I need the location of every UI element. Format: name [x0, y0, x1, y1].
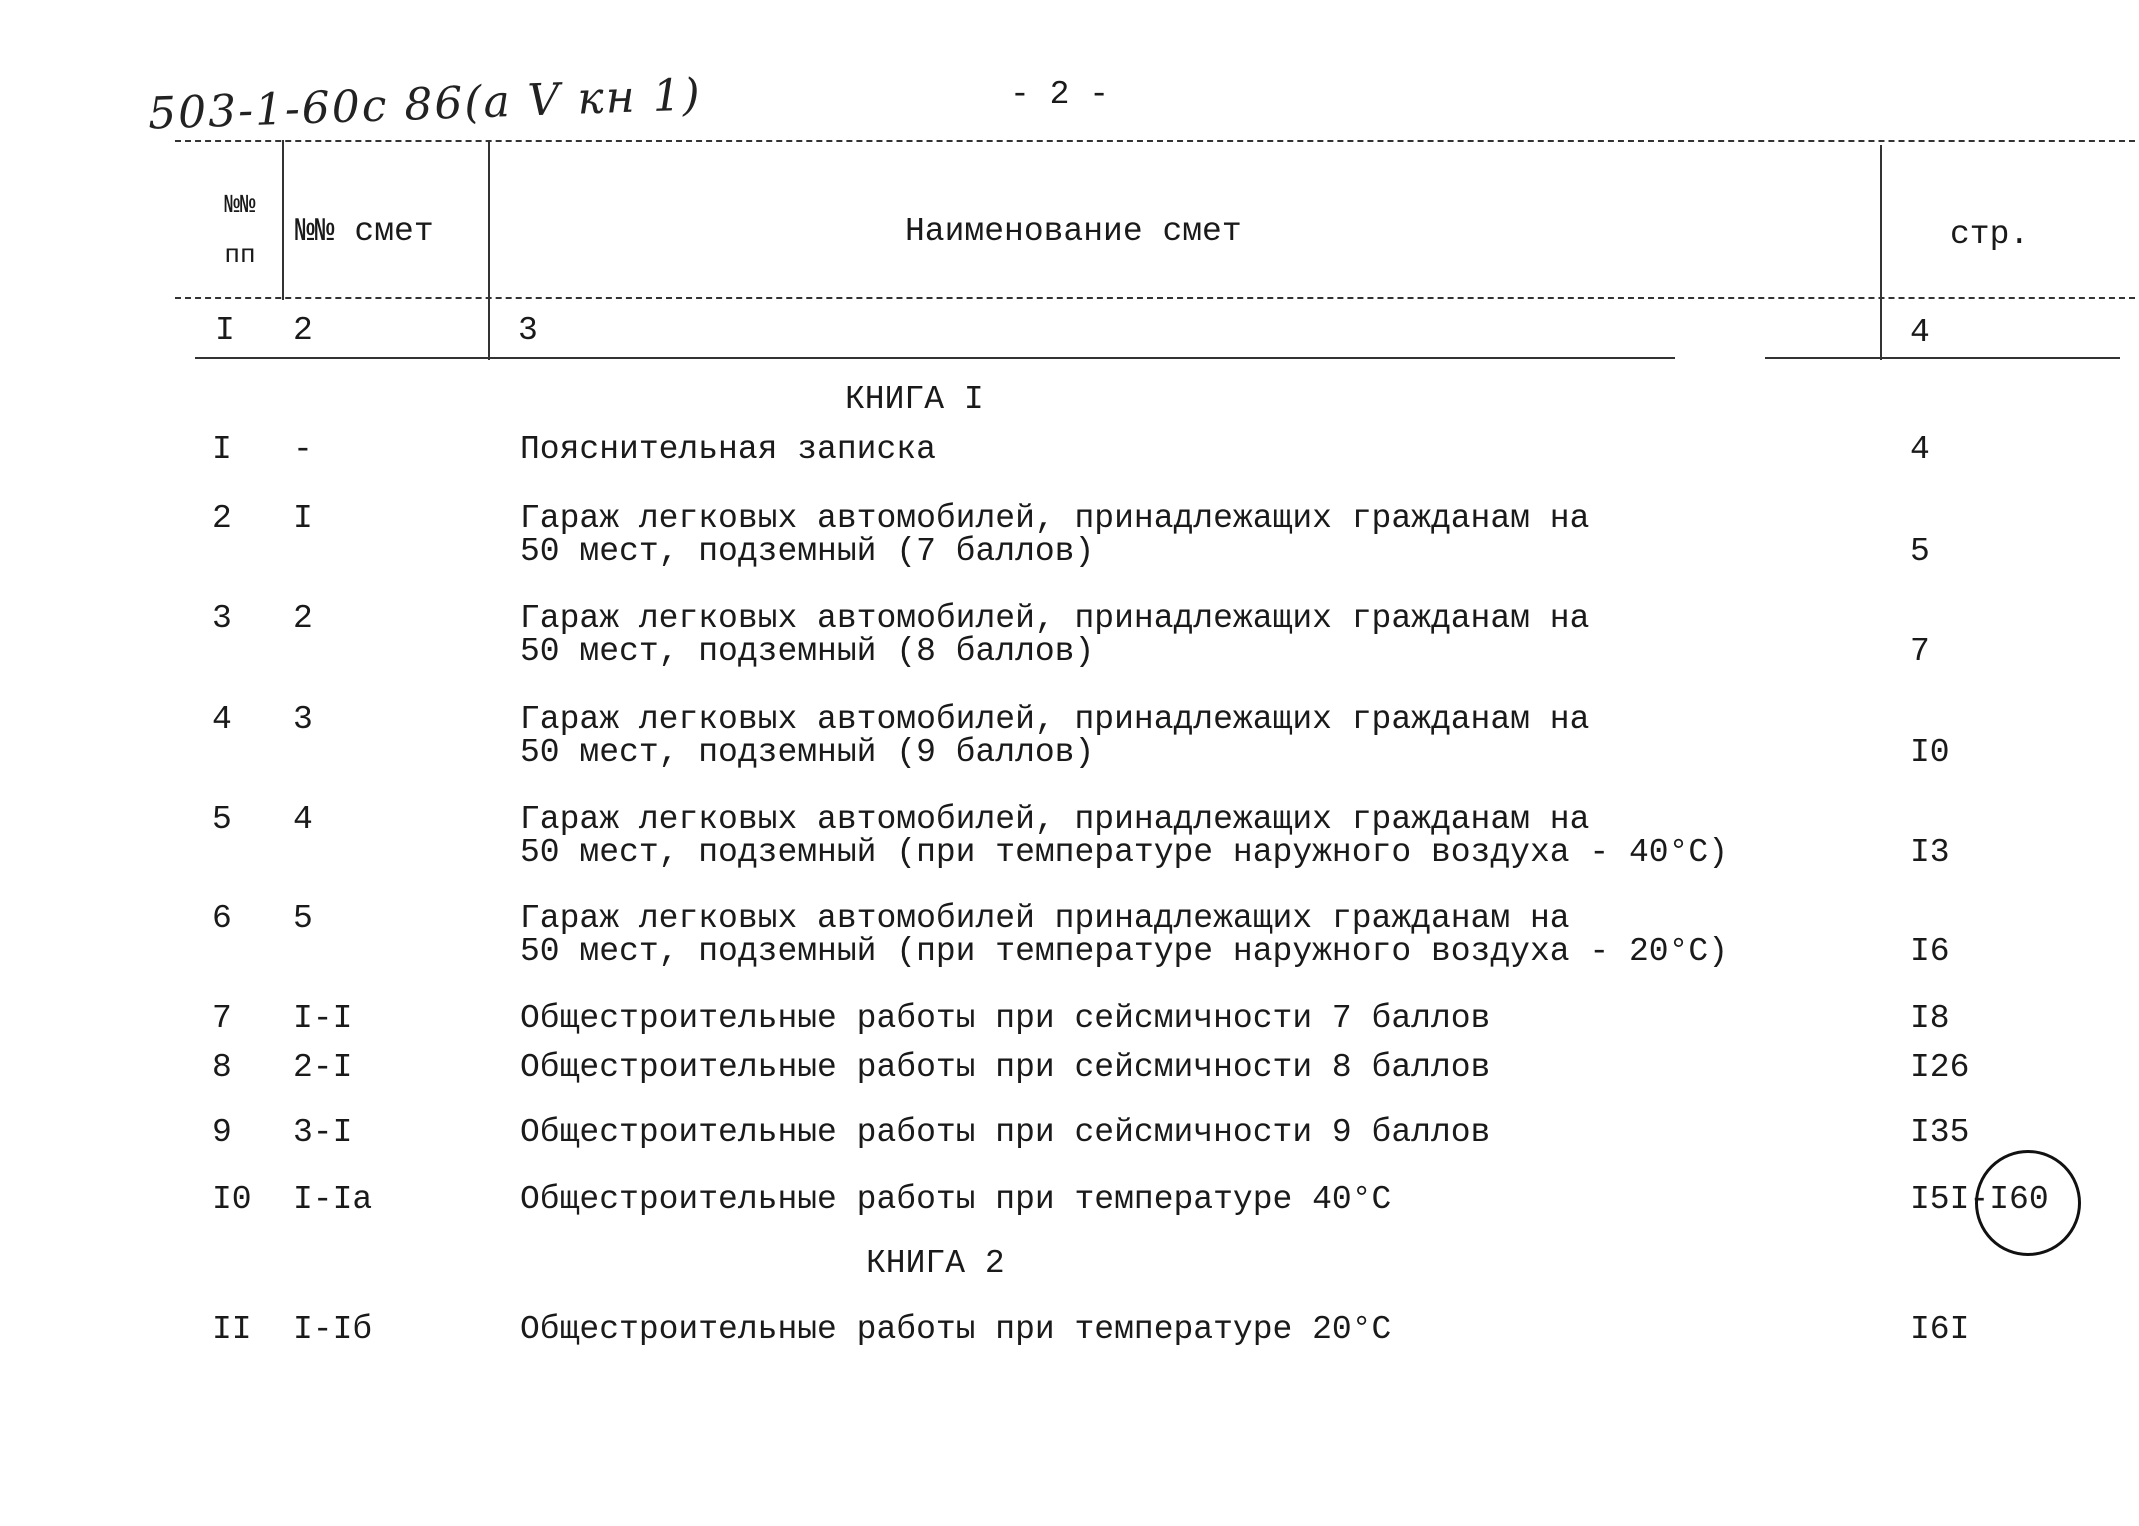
book1-title: КНИГА I — [845, 381, 984, 418]
row-number: II — [212, 1311, 252, 1348]
handwritten-code: 503-1-60c 86(a V кн 1) — [147, 69, 703, 140]
row-number: I0 — [212, 1181, 252, 1218]
row-page: 7 — [1910, 633, 1930, 670]
header-col-estimate: №№ смет — [295, 213, 434, 250]
row-name: Общестроительные работы при сейсмичности 8 баллов — [520, 1049, 1491, 1086]
row-number: 5 — [212, 801, 232, 838]
row-page: I3 — [1910, 834, 1950, 871]
column-number: 3 — [518, 312, 538, 349]
row-name: Гараж легковых автомобилей, принадлежащих гражданам на — [520, 600, 1590, 637]
numbers-row-line-right — [1765, 357, 2120, 359]
row-name: Общестроительные работы при температуре 20°С — [520, 1311, 1392, 1348]
column-divider — [1880, 145, 1882, 360]
row-name-continued: 50 мест, подземный (при температуре наружного воздуха - 20°С) — [520, 933, 1728, 970]
row-name: Общестроительные работы при сейсмичности 7 баллов — [520, 1000, 1491, 1037]
column-divider — [282, 140, 284, 300]
book2-title: КНИГА 2 — [866, 1245, 1005, 1282]
row-number: 4 — [212, 701, 232, 738]
row-page: I6 — [1910, 933, 1950, 970]
row-number: 3 — [212, 600, 232, 637]
row-name-continued: 50 мест, подземный (8 баллов) — [520, 633, 1095, 670]
row-name: Пояснительная записка — [520, 431, 936, 468]
row-name: Гараж легковых автомобилей, принадлежащих гражданам на — [520, 500, 1590, 537]
row-number: 8 — [212, 1049, 232, 1086]
row-page: I5I-I60 — [1910, 1181, 2049, 1218]
row-estimate-number: 3-I — [293, 1114, 353, 1151]
row-page: I6I — [1910, 1311, 1970, 1348]
row-page: I8 — [1910, 1000, 1950, 1037]
numbers-row-line — [195, 357, 1675, 359]
row-name-continued: 50 мест, подземный (9 баллов) — [520, 734, 1095, 771]
row-estimate-number: 2 — [293, 600, 313, 637]
row-number: I — [212, 431, 232, 468]
column-number: 2 — [293, 312, 313, 349]
page-number: - 2 - — [1010, 76, 1110, 113]
row-estimate-number: I-Iб — [293, 1311, 373, 1348]
row-number: 9 — [212, 1114, 232, 1151]
row-name-continued: 50 мест, подземный (при температуре наружного воздуха - 40°С) — [520, 834, 1728, 871]
column-divider — [488, 140, 490, 360]
row-number: 6 — [212, 900, 232, 937]
row-name: Гараж легковых автомобилей принадлежащих гражданам на — [520, 900, 1570, 937]
row-page: 4 — [1910, 431, 1930, 468]
row-estimate-number: 5 — [293, 900, 313, 937]
header-col-page: стр. — [1950, 216, 2030, 253]
row-number: 7 — [212, 1000, 232, 1037]
circled-page-mark — [1975, 1150, 2081, 1256]
header-col-number: №№ пп — [224, 190, 256, 270]
row-estimate-number: 4 — [293, 801, 313, 838]
row-name: Общестроительные работы при температуре 40°С — [520, 1181, 1392, 1218]
row-page: 5 — [1910, 533, 1930, 570]
header-bottom-line — [175, 297, 2135, 299]
row-estimate-number: 2-I — [293, 1049, 353, 1086]
row-name: Гараж легковых автомобилей, принадлежащих гражданам на — [520, 801, 1590, 838]
column-number: 4 — [1910, 314, 1930, 351]
row-number: 2 — [212, 500, 232, 537]
row-estimate-number: I — [293, 500, 313, 537]
row-estimate-number: 3 — [293, 701, 313, 738]
row-page: I0 — [1910, 734, 1950, 771]
row-name: Общестроительные работы при сейсмичности 9 баллов — [520, 1114, 1491, 1151]
row-page: I35 — [1910, 1114, 1970, 1151]
header-col-name: Наименование смет — [905, 213, 1242, 250]
row-estimate-number: I-Iа — [293, 1181, 373, 1218]
row-page: I26 — [1910, 1049, 1970, 1086]
row-estimate-number: - — [293, 431, 313, 468]
row-name-continued: 50 мест, подземный (7 баллов) — [520, 533, 1095, 570]
row-name: Гараж легковых автомобилей, принадлежащих гражданам на — [520, 701, 1590, 738]
column-number: I — [215, 312, 235, 349]
row-estimate-number: I-I — [293, 1000, 353, 1037]
header-top-line — [175, 140, 2135, 142]
